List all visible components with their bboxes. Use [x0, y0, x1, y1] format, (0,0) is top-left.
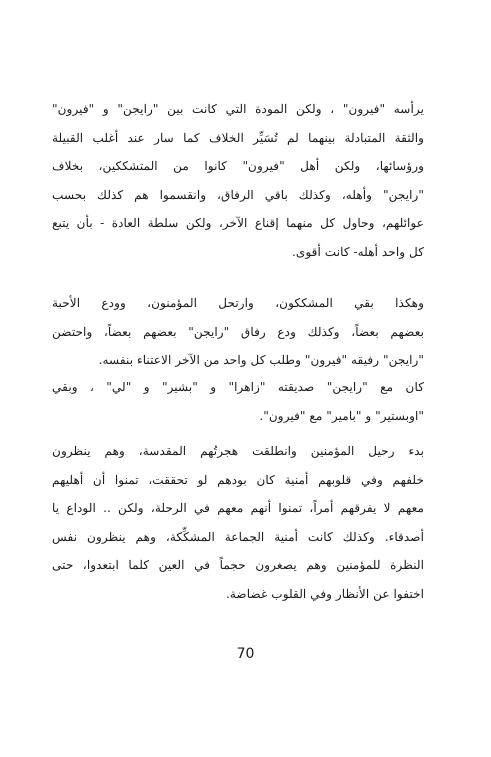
text-line: "رايجن" رفيقه "فيرون" وطلب كل واحد من الآخر الاعتناء بنفسه. [98, 353, 424, 367]
text-line: بعضهم بعضاً، وكذلك ودع رفاق "رايجن" بعضهم بعضاً، واحتضن [52, 324, 424, 339]
paragraph-4 [52, 437, 424, 608]
text-line: "رايجن" وأهله، وكذلك باقي الرفاق، وانقسموا هم كذلك بحسب [52, 187, 424, 202]
text-line: اختفوا عن الأنظار وفي القلوب غضاضة. [225, 586, 424, 601]
text-line: "اوبستير" و "بامير" مع "فيرون". [259, 408, 424, 423]
paragraph-1 [52, 95, 424, 266]
text-line: أصدقاء. وكذلك كانت أمنية الجماعة المشكِّكة، وهم ينظرون نفس [52, 529, 424, 544]
text-line: وهكذا بقي المشككون، وارتحل المؤمنون، وودع الأحبة [52, 296, 424, 310]
text-line: كل واحد أهله- كانت أقوى. [291, 244, 424, 259]
paragraph-3 [52, 373, 424, 430]
text-line: ورؤسائها، ولكن أهل "فيرون" كانوا من المتشككين، بخلاف [52, 159, 424, 173]
page-number: 70 [236, 646, 255, 662]
text-line: يرأسه "فيرون" ، ولكن المودة التي كانت بين "رايجن" و "فيرون" [52, 102, 424, 116]
text-line: معهم لا يفرقهم أمراً، تمنوا أنهم معهم في الرحلة، ولكن .. الوداع يا [52, 501, 424, 515]
text-line: خلفهم وفي قلوبهم أمنية كان بودهم لو تحققت، تمنوا أن أهليهم [52, 472, 424, 487]
text-line: كان مع "رايجن" صديقته "زاهرا" و "بشير" و "لي" ، وبقي [52, 380, 424, 394]
text-line: عوائلهم، وحاول كل منهما إقناع الآخر، ولكن سلطة العادة - بأن يتبع [52, 216, 424, 230]
text-line: والثقة المتبادلة بينهما لم تُسَيِّر الخلاف كما سار عند أغلب القبيلة [52, 130, 424, 145]
paragraph-2 [52, 289, 424, 375]
text-line: النظرة للمؤمنين وهم يصغرون حجماً في العين كلما ابتعدوا، حتى [52, 558, 424, 572]
text-line: بدء رحيل المؤمنين وانطلقت هجرتُهم المقدسة، وهم ينظرون [52, 444, 424, 458]
